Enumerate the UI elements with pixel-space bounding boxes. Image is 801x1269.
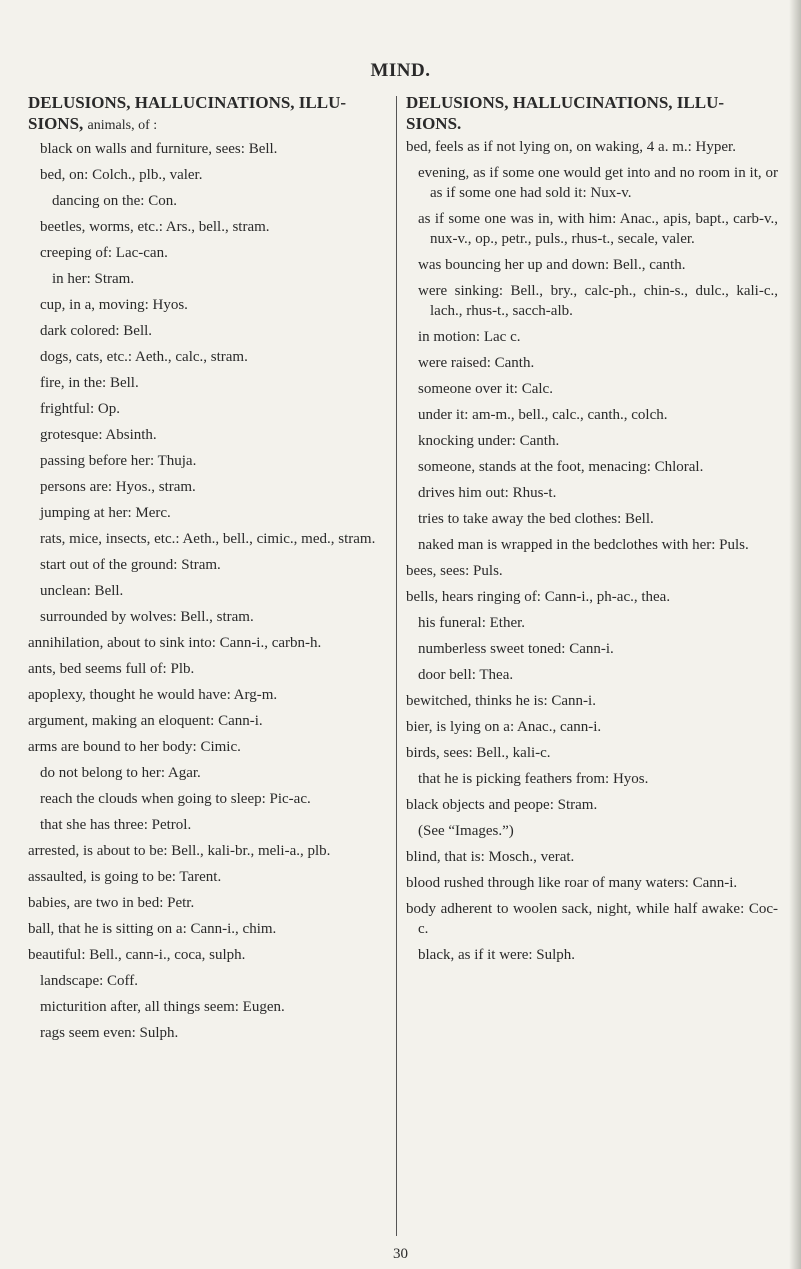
- right-column: [406, 92, 778, 971]
- left-entry: beetles, worms, etc.: Ars., bell., stram.: [40, 219, 270, 235]
- right-entry: bees, sees: Puls.: [406, 563, 503, 579]
- left-entry: argument, making an eloquent: Cann-i.: [28, 713, 263, 729]
- left-entry: surrounded by wolves: Bell., stram.: [40, 609, 254, 625]
- right-entry: bewitched, thinks he is: Cann-i.: [406, 693, 596, 709]
- left-entry: do not belong to her: Agar.: [40, 765, 201, 781]
- right-entry: was bouncing her up and down: Bell., canth.: [418, 257, 686, 273]
- left-entry: reach the clouds when going to sleep: Pic-ac.: [40, 791, 311, 807]
- right-entry: bed, feels as if not lying on, on waking, 4 a. m.: Hyper.: [406, 139, 736, 155]
- left-entry: ball, that he is sitting on a: Cann-i., chim.: [28, 921, 277, 937]
- left-entry: ants, bed seems full of: Plb.: [28, 661, 195, 677]
- left-entry: rags seem even: Sulph.: [40, 1025, 179, 1041]
- page-header: MIND.: [370, 60, 431, 81]
- right-entry: someone over it: Calc.: [418, 381, 553, 397]
- left-entry: persons are: Hyos., stram.: [40, 479, 196, 495]
- right-entries-list: [406, 137, 778, 965]
- left-entry: in her: Stram.: [52, 271, 135, 287]
- left-entry: creeping of: Lac-can.: [40, 245, 168, 261]
- left-entry: apoplexy, thought he would have: Arg-m.: [28, 687, 278, 703]
- right-entry: his funeral: Ether.: [418, 615, 526, 631]
- right-entry: blind, that is: Mosch., verat.: [406, 849, 575, 865]
- left-entries-list: [28, 139, 393, 1043]
- right-entry: black, as if it were: Sulph.: [418, 947, 576, 963]
- left-column: [28, 92, 393, 1049]
- left-entry: dogs, cats, etc.: Aeth., calc., stram.: [40, 349, 248, 365]
- left-entry: micturition after, all things seem: Eugen.: [40, 999, 285, 1015]
- right-entry: that he is picking feathers from: Hyos.: [418, 771, 649, 787]
- right-entry: (See “Images.”): [418, 823, 514, 839]
- left-entry: that she has three: Petrol.: [40, 817, 192, 833]
- page-number: 30: [393, 1246, 408, 1262]
- left-entry: unclean: Bell.: [40, 583, 124, 599]
- left-section-heading: [28, 92, 393, 136]
- left-entry: dancing on the: Con.: [52, 193, 177, 209]
- left-entry: frightful: Op.: [40, 401, 120, 417]
- left-entry: assaulted, is going to be: Tarent.: [28, 869, 222, 885]
- page-edge-shadow: [789, 0, 801, 1269]
- right-entry: blood rushed through like roar of many waters: Cann-i.: [406, 875, 738, 891]
- right-entry: knocking under: Canth.: [418, 433, 560, 449]
- left-heading-rest: animals, of :: [87, 118, 158, 133]
- left-entry: cup, in a, moving: Hyos.: [40, 297, 188, 313]
- right-entry: under it: am-m., bell., calc., canth., colch.: [418, 407, 668, 423]
- left-entry: fire, in the: Bell.: [40, 375, 139, 391]
- left-entry: bed, on: Colch., plb., valer.: [40, 167, 203, 183]
- right-entry: bells, hears ringing of: Cann-i., ph-ac., thea.: [406, 589, 671, 605]
- left-entry: arrested, is about to be: Bell., kali-br., meli-a., plb.: [28, 843, 331, 859]
- left-entry: dark colored: Bell.: [40, 323, 153, 339]
- right-entry: bier, is lying on a: Anac., cann-i.: [406, 719, 602, 735]
- left-entry: babies, are two in bed: Petr.: [28, 895, 195, 911]
- left-entry: rats, mice, insects, etc.: Aeth., bell., cimic., med., stram.: [40, 531, 376, 547]
- right-entry: drives him out: Rhus-t.: [418, 485, 557, 501]
- left-entry: annihilation, about to sink into: Cann-i., carbn-h.: [28, 635, 322, 651]
- right-entry: were raised: Canth.: [418, 355, 535, 371]
- column-divider: [396, 96, 397, 1236]
- right-section-heading: DELUSIONS, HALLUCINATIONS, ILLU-SIONS.: [406, 93, 725, 133]
- right-entry: as if some one was in, with him: Anac., apis, bapt., carb-v., nux-v., op., petr., puls., rhus-t., secale, valer.: [418, 211, 778, 247]
- right-entry: birds, sees: Bell., kali-c.: [406, 745, 551, 761]
- right-entry: black objects and peope: Stram.: [406, 797, 598, 813]
- right-entry: were sinking: Bell., bry., calc-ph., chin-s., dulc., kali-c., lach., rhus-t., sacch-alb.: [418, 283, 778, 319]
- right-entry: evening, as if some one would get into and no room in it, or as if some one had sold it: Nux-v.: [418, 165, 778, 201]
- right-entry: tries to take away the bed clothes: Bell.: [418, 511, 654, 527]
- right-entry: body adherent to woolen sack, night, while half awake: Coc-c.: [406, 901, 778, 937]
- right-entry: door bell: Thea.: [418, 667, 514, 683]
- left-entry: start out of the ground: Stram.: [40, 557, 221, 573]
- right-entry: in motion: Lac c.: [418, 329, 521, 345]
- left-entry: landscape: Coff.: [40, 973, 139, 989]
- right-entry: naked man is wrapped in the bedclothes with her: Puls.: [418, 537, 749, 553]
- left-entry: beautiful: Bell., cann-i., coca, sulph.: [28, 947, 246, 963]
- right-entry: someone, stands at the foot, menacing: Chloral.: [418, 459, 704, 475]
- left-heading-text: DELUSIONS, HALLUCINATIONS, ILLU-SIONS,: [28, 93, 347, 133]
- right-entry: numberless sweet toned: Cann-i.: [418, 641, 614, 657]
- left-entry: black on walls and furniture, sees: Bell.: [40, 141, 278, 157]
- left-entry: arms are bound to her body: Cimic.: [28, 739, 241, 755]
- left-entry: grotesque: Absinth.: [40, 427, 157, 443]
- left-entry: jumping at her: Merc.: [40, 505, 171, 521]
- left-entry: passing before her: Thuja.: [40, 453, 197, 469]
